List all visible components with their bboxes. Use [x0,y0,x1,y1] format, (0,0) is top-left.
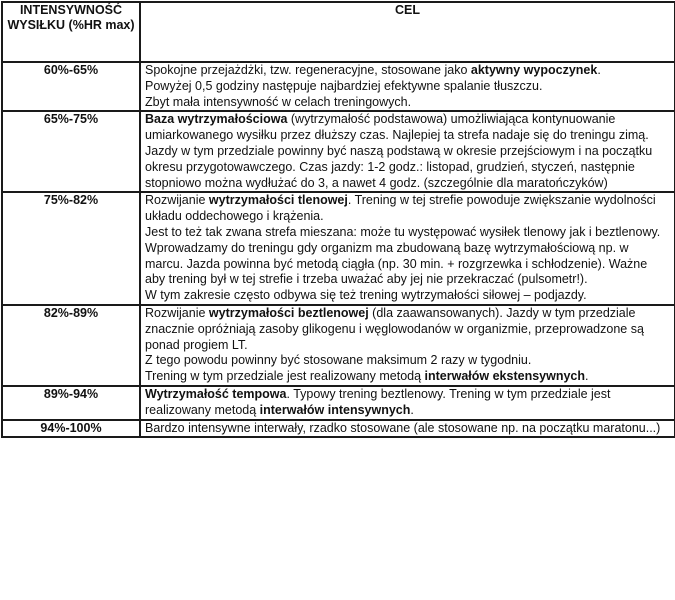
description-paragraph [145,353,670,369]
zone-row [2,111,675,192]
intensity-header-line1: INTENSYWNOŚĆ [19,3,123,17]
description-text: Zbyt mała intensywność w celach treningowych. [145,94,412,109]
description-emphasis: interwałów intensywnych [259,402,411,417]
description-text: (wytrzymałość podstawowa) umożliwiająca kontynuowanie umiarkowanego wysiłku przez dłuższy czas. Najlepiej ta strefa nadaje się do treningu zimą. [145,112,649,143]
description-text: . Typowy trening beztlenowy. Trening w tym przedziale jest realizowany metodą [145,386,611,417]
training-zones-table [1,1,675,438]
description-emphasis: wytrzymałości tlenowej [208,193,348,208]
description-text: Rozwijanie [145,305,209,320]
description-text: Jazdy w tym przedziale powinny być naszą podstawą w okresie przejściowym i na początku okresu przygotowawczego. Czas jazdy: 1-2 godz.: listopad, grudzień, styczeń, następnie stopniowo można wydłużać do 3, a nawet 4 godz. (szczególnie dla maratończyków) [145,143,653,190]
description-paragraph [145,112,670,144]
description-paragraph [145,387,670,419]
zone-row [2,420,675,438]
description-text: . [597,63,601,77]
zone-range: 94%-100% [2,420,140,438]
intensity-header-line2: WYSIŁKU (%HR max) [7,18,135,32]
description-text: . Trening w tej strefie powoduje zwiększanie wydolności układu oddechowego i krążenia. [145,193,656,224]
description-paragraph [145,369,670,385]
header-row [2,2,675,62]
description-text: Trening w tym przedziale jest realizowany metodą [145,369,425,384]
zone-row [2,386,675,420]
description-text: Rozwijanie [145,193,209,208]
description-paragraph [145,193,670,225]
description-text: (dla zaawansowanych). Jazdy w tym przedziale znacznie opróżniają zasoby glikogenu i węglowodanów w organizmie, przeprowadzone są ponad progiem LT. [145,305,644,352]
goal-column-header: CEL [140,2,675,62]
description-text: Spokojne przejażdżki, tzw. regeneracyjne, stosowane jako [145,63,471,77]
description-paragraph [145,421,670,437]
description-text: . [585,369,589,384]
intensity-column-header [2,2,140,62]
description-emphasis: aktywny wypoczynek [470,63,598,77]
description-text: Bardzo intensywne interwały, rzadko stosowane (ale stosowane np. na początku maratonu...) [145,420,661,435]
description-paragraph [145,63,670,79]
zone-row [2,62,675,111]
zone-description [140,386,675,420]
description-emphasis: Baza wytrzymałościowa [145,112,288,127]
description-emphasis: wytrzymałości beztlenowej [208,305,369,320]
description-text: Wprowadzamy do treningu gdy organizm ma zbudowaną bazę wytrzymałościową np. w marcu. Jazda powinna być metodą ciągła (np. 30 min. + rozgrzewka i schłodzenie). Ważne aby trening był w tej strefie i trzeba uważać aby jej nie przekraczać (pulsometr!). [145,240,648,287]
zone-row [2,192,675,305]
zone-range: 65%-75% [2,111,140,192]
zone-description [140,62,675,111]
description-paragraph [145,288,670,304]
description-paragraph [145,79,670,95]
description-paragraph [145,306,670,353]
description-paragraph [145,241,670,288]
zone-range: 82%-89% [2,305,140,386]
zone-range: 89%-94% [2,386,140,420]
zone-range: 60%-65% [2,62,140,111]
description-paragraph [145,225,670,241]
description-paragraph [145,95,670,111]
zone-range: 75%-82% [2,192,140,305]
description-paragraph [145,144,670,191]
description-emphasis: Wytrzymałość tempowa [145,386,287,401]
description-emphasis: interwałów ekstensywnych [424,369,586,384]
description-text: . [410,402,414,417]
description-text: Powyżej 0,5 godziny następuje najbardziej efektywne spalanie tłuszczu. [145,78,543,93]
description-text: Jest to też tak zwana strefa mieszana: może tu występować wysiłek tlenowy jak i beztlenowy. [145,224,661,239]
description-text: W tym zakresie często odbywa się też trening wytrzymałości siłowej – podjazdy. [145,288,587,303]
description-text: Z tego powodu powinny być stosowane maksimum 2 razy w tygodniu. [145,353,532,368]
zone-description [140,192,675,305]
zone-row [2,305,675,386]
zone-description [140,111,675,192]
zone-description [140,420,675,438]
zone-description [140,305,675,386]
